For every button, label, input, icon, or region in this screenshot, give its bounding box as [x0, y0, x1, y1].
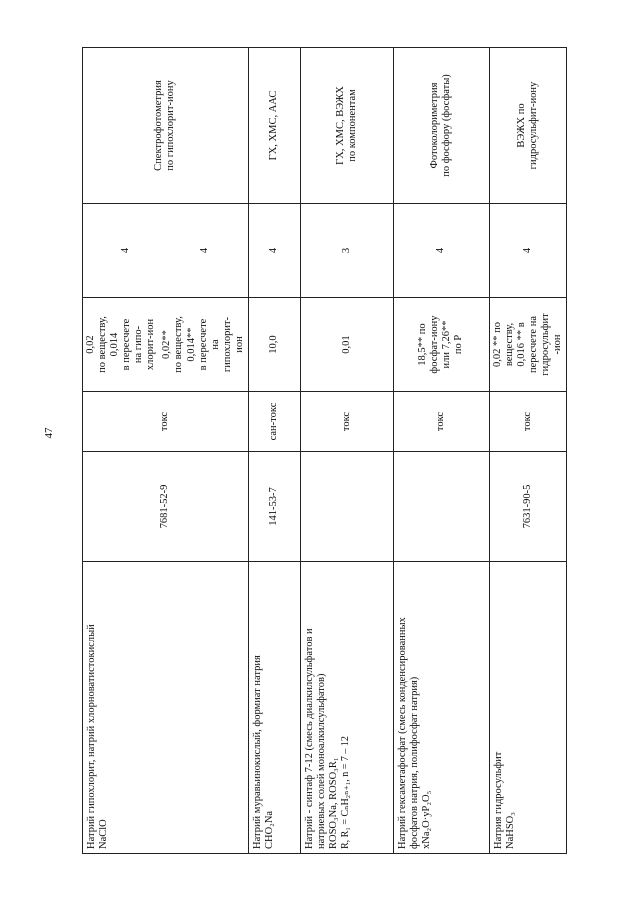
cas-cell: 141-53-7: [248, 452, 300, 562]
substance-name: Натрий гипохлорит, натрий хлорноватистокислый: [86, 624, 97, 849]
class-cell: 3: [300, 204, 393, 298]
class-primary: 4: [119, 247, 131, 254]
substance-name-cell: [489, 562, 566, 854]
value-cell: 0,01: [300, 298, 393, 392]
hazard-cell: токс: [489, 392, 566, 452]
class-cell: 4: [393, 204, 489, 298]
table-row: [489, 48, 566, 854]
class-secondary: 4: [199, 247, 211, 254]
value-primary: 0,02 по веществу, 0,014 в пересчете на гипо- хлорит-ион: [85, 316, 157, 373]
hazard-cell: токс: [300, 392, 393, 452]
substance-formula: xNa₂O·yP₂O₅: [420, 790, 432, 849]
method-cell: ВЭЖХ по гидросульфит-иону: [489, 48, 566, 204]
rotated-table-container: [82, 48, 564, 854]
substance-name: Натрий - синтаф 7-12 (смесь диалкилсульфатов и натриевых солей моноалкилсульфатов): [303, 628, 327, 849]
class-cell: 4: [489, 204, 566, 298]
method-cell: ГХ, ХМС, ААС: [248, 48, 300, 204]
substances-table: [82, 47, 567, 854]
value-cell: 10,0: [248, 298, 300, 392]
substance-formula: CHO₂Na: [263, 810, 275, 849]
substance-name-cell: [248, 562, 300, 854]
method-cell: Фотоколориметрия по фосфору (фосфаты): [393, 48, 489, 204]
substance-name-cell: [300, 562, 393, 854]
value-cell: 18,5** по фосфат-иону или 7,26** по Р: [393, 298, 489, 392]
hazard-cell: сан-токс: [248, 392, 300, 452]
table-row: [393, 48, 489, 854]
cas-cell: [393, 452, 489, 562]
cas-cell: 7681-52-9: [83, 452, 249, 562]
substance-formula: NaClO: [98, 819, 110, 849]
table-row: [248, 48, 300, 854]
substance-name: Натрий муравьинокислый, формиат натрия: [251, 655, 263, 849]
value-cell: [83, 298, 249, 392]
substance-name: Натрия гидросульфит: [492, 751, 504, 849]
hazard-cell: токс: [393, 392, 489, 452]
class-cell: 4: [248, 204, 300, 298]
value-cell: 0,02 ** по веществу, 0,016 ** в пересчете на гидросульфит -ион: [489, 298, 566, 392]
substance-name-cell: [393, 562, 489, 854]
substance-formula: ROSO₃Na, ROSO₃R₁: [327, 757, 339, 849]
table-row: [83, 48, 249, 854]
value-secondary: 0,02** по веществу, 0,014** в пересчете на гипохлорит- ион: [161, 316, 245, 373]
hazard-cell: токс: [83, 392, 249, 452]
cas-cell: [300, 452, 393, 562]
method-cell: Спектрофотометрия по гипохлорит-иону: [83, 48, 249, 204]
substance-name: Натрий гексаметафосфат (смесь конденсированных фосфатов натрия, полифосфат натрия): [396, 617, 420, 849]
substance-formula-note: R, R₁ = CₙH₂ₙ₊₁, n = 7 – 12: [340, 736, 351, 849]
table-row: [300, 48, 393, 854]
substance-formula: NaHSO₃: [504, 812, 516, 849]
method-cell: ГХ, ХМС, ВЭЖХ по компонентам: [300, 48, 393, 204]
class-cell: [83, 204, 249, 298]
cas-cell: 7631-90-5: [489, 452, 566, 562]
substance-name-cell: [83, 562, 249, 854]
page-number: 47: [43, 427, 55, 439]
